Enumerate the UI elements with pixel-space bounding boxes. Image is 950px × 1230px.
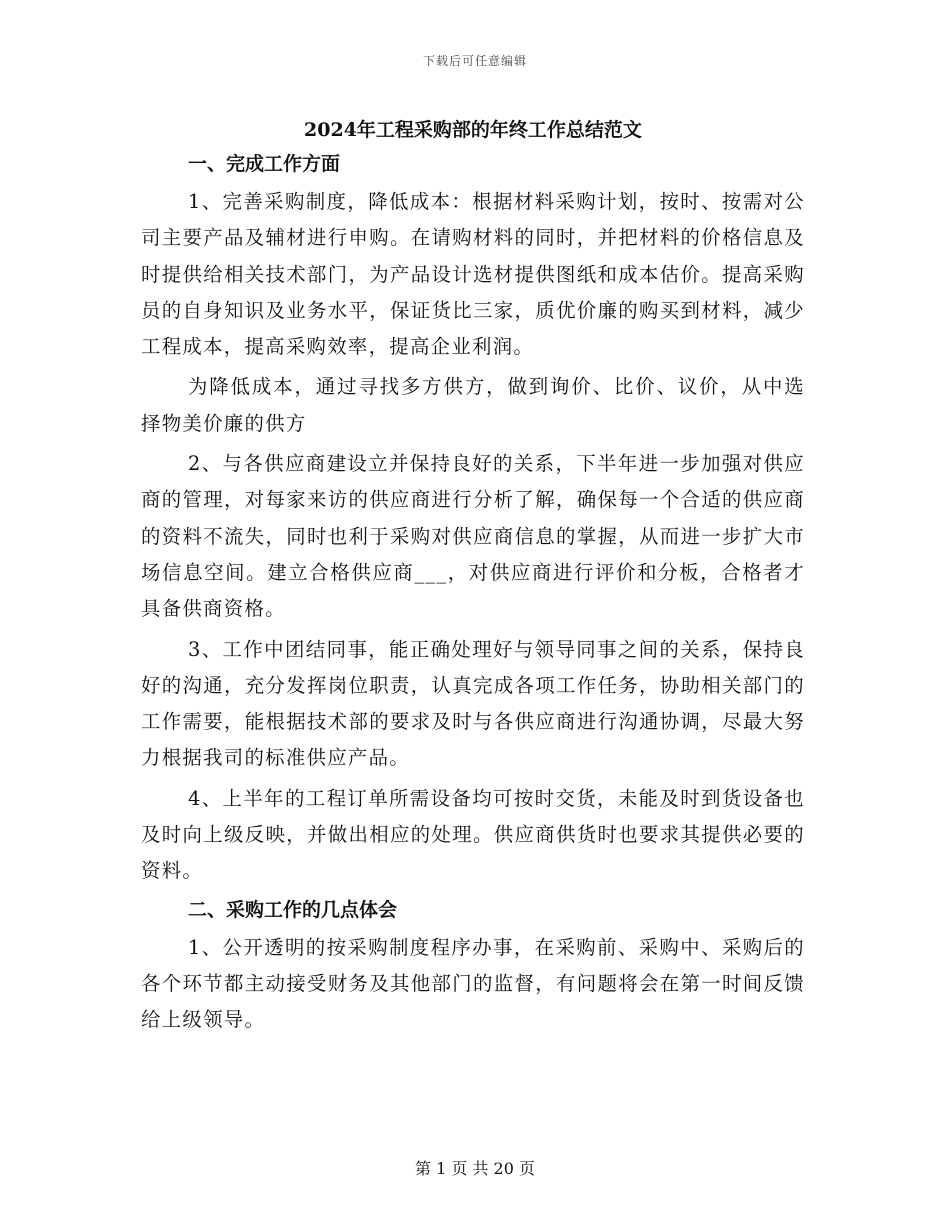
page-number-footer: 第 1 页 共 20 页 xyxy=(415,1159,535,1178)
section-heading-1: 一、完成工作方面 xyxy=(188,153,341,175)
page-header-note: 下载后可任意编辑 xyxy=(422,54,527,68)
section-heading-2: 二、采购工作的几点体会 xyxy=(188,898,398,921)
paragraph-1-2: 为降低成本，通过寻找多方供方，做到询价、比价、议价，从中选择物美价廉的供方 xyxy=(141,375,805,435)
paragraph-2-1: 1、公开透明的按采购制度程序办事，在采购前、采购中、采购后的各个环节都主动接受财务及其他部门的监督，有问题将会在第一时间反馈给上级领导。 xyxy=(141,935,805,1032)
document-title: 2024年工程采购部的年终工作总结范文 xyxy=(304,119,642,141)
document-body xyxy=(141,112,805,1043)
paragraph-1-5: 4、上半年的工程订单所需设备均可按时交货，未能及时到货设备也及时向上级反映，并做出相应的处理。供应商供货时也要求其提供必要的资料。 xyxy=(141,786,805,883)
paragraph-1-1: 1、完善采购制度，降低成本：根据材料采购计划，按时、按需对公司主要产品及辅材进行申购。在请购材料的同时，并把材料的价格信息及时提供给相关技术部门，为产品设计选材提供图纸和成本估价。提高采购员的自身知识及业务水平，保证货比三家，质优价廉的购买到材料，减少工程成本，提高采购效率，提高企业利润。 xyxy=(141,190,805,359)
paragraph-1-4: 3、工作中团结同事，能正确处理好与领导同事之间的关系，保持良好的沟通，充分发挥岗位职责，认真完成各项工作任务，协助相关部门的工作需要，能根据技术部的要求及时与各供应商进行沟通协调，尽最大努力根据我司的标准供应产品。 xyxy=(141,637,805,770)
paragraph-1-3: 2、与各供应商建设立并保持良好的关系，下半年进一步加强对供应商的管理，对每家来访的供应商进行分析了解，确保每一个合适的供应商的资料不流失，同时也利于采购对供应商信息的掌握，从而进一步扩大市场信息空间。建立合格供应商___，对供应商进行评价和分板，合格者才具备供商资格。 xyxy=(141,452,805,621)
